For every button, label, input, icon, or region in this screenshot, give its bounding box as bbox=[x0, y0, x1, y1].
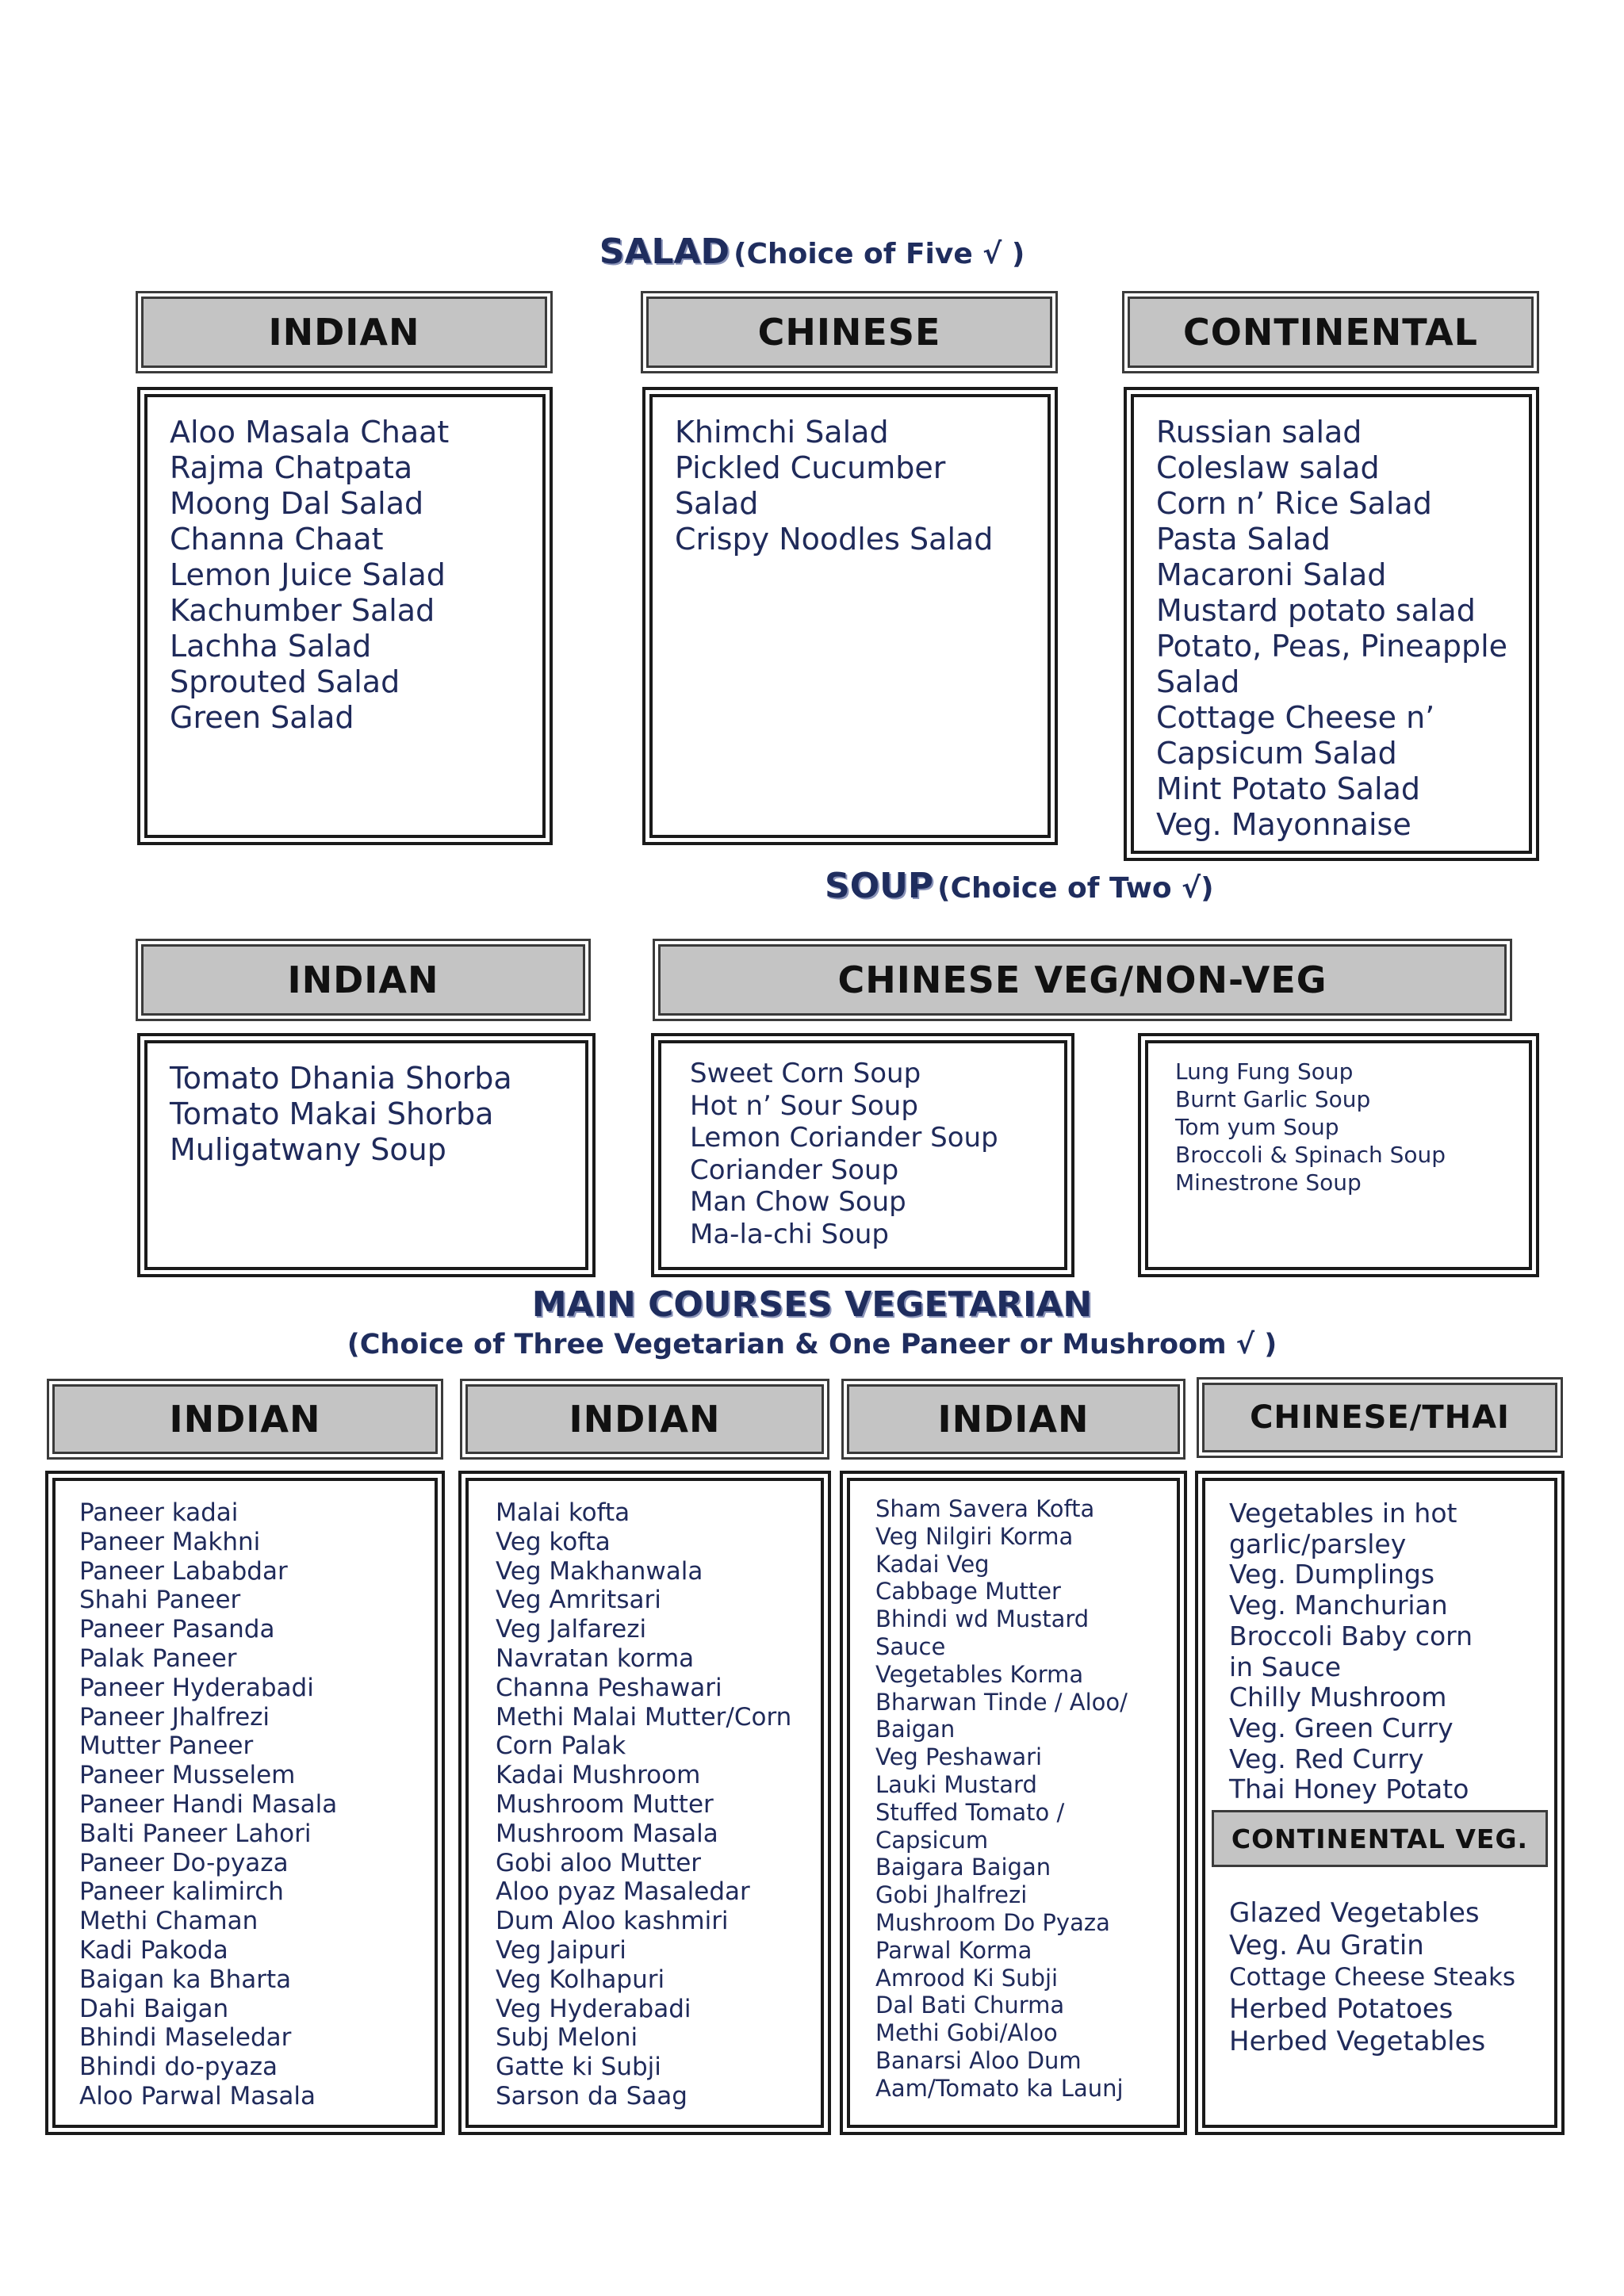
list-item: Dahi Baigan bbox=[79, 1994, 229, 2023]
salad-indian-box bbox=[144, 394, 546, 838]
list-item: Sham Savera Kofta bbox=[875, 1495, 1095, 1522]
list-item: Methi Chaman bbox=[79, 1907, 259, 1936]
soup-choice: (Choice of Two √) bbox=[937, 872, 1214, 905]
list-item: Mushroom Mutter bbox=[496, 1789, 714, 1819]
list-item: Paneer Jhalfrezi bbox=[79, 1702, 270, 1732]
salad-header-chinese: CHINESE bbox=[646, 297, 1052, 368]
list-item: Sprouted Salad bbox=[170, 664, 400, 699]
list-item: Macaroni Salad bbox=[1156, 557, 1387, 592]
list-item: Veg. Red Curry bbox=[1229, 1743, 1424, 1774]
list-item: Paneer Pasanda bbox=[79, 1615, 275, 1644]
list-item: Banarsi Aloo Dum bbox=[875, 2046, 1082, 2074]
list-item: Thai Honey Potato bbox=[1229, 1774, 1469, 1805]
list-item: Cottage Cheese Steaks bbox=[1229, 1963, 1516, 1992]
list-item: Baigan ka Bharta bbox=[79, 1965, 292, 1994]
list-item: Pickled Cucumber bbox=[675, 450, 946, 485]
soup-title: SOUP bbox=[825, 866, 934, 906]
list-item: Paneer kalimirch bbox=[79, 1877, 284, 1907]
list-item: Hot n’ Sour Soup bbox=[690, 1089, 918, 1122]
salad-chinese-list bbox=[675, 415, 1048, 557]
soup-chinese-list-2 bbox=[1175, 1058, 1529, 1196]
list-item: garlic/parsley bbox=[1229, 1528, 1407, 1559]
list-item: Russian salad bbox=[1156, 415, 1362, 450]
list-item: Lauki Mustard bbox=[875, 1770, 1037, 1798]
soup-indian-list bbox=[170, 1061, 585, 1168]
list-item: Paneer Makhni bbox=[79, 1527, 261, 1556]
salad-continental-list bbox=[1156, 415, 1529, 843]
list-item: Herbed Vegetables bbox=[1229, 2026, 1486, 2057]
list-item: Navratan korma bbox=[496, 1644, 695, 1673]
list-item: Baigan bbox=[875, 1716, 956, 1743]
list-item: Lung Fung Soup bbox=[1175, 1058, 1354, 1085]
soup-header-indian: INDIAN bbox=[141, 944, 585, 1016]
list-item: Paneer Musselem bbox=[79, 1761, 296, 1790]
list-item: Baigara Baigan bbox=[875, 1854, 1051, 1881]
list-item: Glazed Vegetables bbox=[1229, 1897, 1480, 1929]
list-item: Khimchi Salad bbox=[675, 415, 889, 450]
list-item: Cottage Cheese n’ bbox=[1156, 700, 1435, 735]
list-item: Mustard potato salad bbox=[1156, 593, 1476, 628]
salad-choice: (Choice of Five √ ) bbox=[733, 238, 1025, 270]
list-item: Paneer Lababdar bbox=[79, 1556, 288, 1586]
list-item: Salad bbox=[675, 486, 759, 521]
list-item: Minestrone Soup bbox=[1175, 1169, 1362, 1196]
list-item: Amrood Ki Subji bbox=[875, 1964, 1059, 1992]
list-item: Aloo pyaz Masaledar bbox=[496, 1877, 750, 1907]
list-item: Mushroom Do Pyaza bbox=[875, 1908, 1110, 1936]
main-indian-list-3 bbox=[875, 1495, 1177, 2103]
list-item: Crispy Noodles Salad bbox=[675, 522, 994, 557]
list-item: Methi Malai Mutter/Corn bbox=[496, 1702, 792, 1732]
soup-section-title bbox=[825, 866, 1269, 906]
list-item: Paneer kadai bbox=[79, 1498, 239, 1527]
continental-veg-items bbox=[1229, 1897, 1515, 2058]
list-item: Dum Aloo kashmiri bbox=[496, 1907, 729, 1936]
list-item: Cabbage Mutter bbox=[875, 1578, 1061, 1605]
soup-indian-box bbox=[144, 1040, 588, 1270]
list-item: Gobi Jhalfrezi bbox=[875, 1881, 1028, 1909]
main-header-indian-2: INDIAN bbox=[465, 1384, 824, 1454]
list-item: Palak Paneer bbox=[79, 1644, 237, 1673]
list-item: Gatte ki Subji bbox=[496, 2053, 661, 2082]
salad-section-title bbox=[0, 232, 1624, 272]
list-item: Veg Hyderabadi bbox=[496, 1994, 691, 2023]
soup-chinese-box-2 bbox=[1145, 1040, 1532, 1270]
main-indian-box-1 bbox=[52, 1478, 438, 2128]
list-item: Dal Bati Churma bbox=[875, 1992, 1065, 2019]
list-item: Mushroom Masala bbox=[496, 1819, 718, 1848]
list-item: Parwal Korma bbox=[875, 1936, 1032, 1964]
list-item: Veg Jalfarezi bbox=[496, 1615, 647, 1644]
list-item: Rajma Chatpata bbox=[170, 450, 413, 485]
salad-title: SALAD bbox=[599, 232, 730, 272]
list-item: Veg kofta bbox=[496, 1527, 611, 1556]
list-item: Paneer Do-pyaza bbox=[79, 1848, 289, 1877]
list-item: Herbed Potatoes bbox=[1229, 1993, 1454, 2025]
list-item: Veg. Manchurian bbox=[1229, 1590, 1448, 1621]
list-item: Muligatwany Soup bbox=[170, 1132, 446, 1167]
main-choice: (Choice of Three Vegetarian & One Paneer or Mushroom √ ) bbox=[347, 1329, 1277, 1360]
list-item: Bhindi do-pyaza bbox=[79, 2053, 278, 2082]
list-item: Veg. Green Curry bbox=[1229, 1712, 1454, 1743]
list-item: Mint Potato Salad bbox=[1156, 771, 1421, 806]
list-item: Subj Meloni bbox=[496, 2023, 638, 2053]
list-item: Balti Paneer Lahori bbox=[79, 1819, 312, 1848]
list-item: Veg. Mayonnaise bbox=[1156, 807, 1411, 842]
list-item: Vegetables Korma bbox=[875, 1660, 1084, 1688]
main-indian-list-2 bbox=[496, 1498, 821, 2111]
list-item: Aloo Parwal Masala bbox=[79, 2081, 316, 2110]
main-indian-list-1 bbox=[79, 1498, 435, 2111]
list-item: Potato, Peas, Pineapple bbox=[1156, 629, 1508, 664]
soup-chinese-list-1 bbox=[690, 1058, 1064, 1250]
main-header-indian-1: INDIAN bbox=[52, 1384, 438, 1454]
list-item: Tomato Makai Shorba bbox=[170, 1096, 494, 1131]
list-item: Vegetables in hot bbox=[1229, 1498, 1457, 1529]
list-item: Kadai Veg bbox=[875, 1550, 990, 1578]
list-item: Moong Dal Salad bbox=[170, 486, 424, 521]
list-item: Kadai Mushroom bbox=[496, 1761, 701, 1790]
list-item: Coleslaw salad bbox=[1156, 450, 1380, 485]
list-item: Paneer Handi Masala bbox=[79, 1789, 338, 1819]
list-item: Lemon Juice Salad bbox=[170, 557, 446, 592]
list-item: Lemon Coriander Soup bbox=[690, 1122, 998, 1154]
list-item: Mutter Paneer bbox=[79, 1732, 254, 1761]
list-item: Coriander Soup bbox=[690, 1154, 899, 1186]
list-item: Broccoli Baby corn bbox=[1229, 1620, 1473, 1651]
list-item: Bhindi wd Mustard bbox=[875, 1605, 1090, 1633]
main-indian-box-2 bbox=[465, 1478, 824, 2128]
list-item: Channa Chaat bbox=[170, 522, 384, 557]
list-item: Veg Peshawari bbox=[875, 1743, 1043, 1771]
list-item: Kadi Pakoda bbox=[79, 1935, 228, 1965]
list-item: Sweet Corn Soup bbox=[690, 1058, 921, 1089]
main-indian-box-3 bbox=[847, 1478, 1180, 2128]
list-item: Sauce bbox=[875, 1632, 946, 1660]
list-item: Corn n’ Rice Salad bbox=[1156, 486, 1432, 521]
list-item: Ma-la-chi Soup bbox=[690, 1218, 889, 1250]
list-item: Aloo Masala Chaat bbox=[170, 415, 450, 450]
list-item: Chilly Mushroom bbox=[1229, 1682, 1447, 1713]
list-item: Corn Palak bbox=[496, 1732, 626, 1761]
list-item: Burnt Garlic Soup bbox=[1175, 1086, 1371, 1112]
main-header-indian-3: INDIAN bbox=[847, 1384, 1180, 1454]
list-item: Veg Makhanwala bbox=[496, 1556, 703, 1586]
list-item: Veg Jaipuri bbox=[496, 1935, 626, 1965]
list-item: Kachumber Salad bbox=[170, 593, 435, 628]
salad-continental-box bbox=[1131, 394, 1532, 854]
salad-chinese-box bbox=[649, 394, 1051, 838]
list-item: Man Chow Soup bbox=[690, 1186, 906, 1218]
list-item: Malai kofta bbox=[496, 1498, 630, 1527]
list-item: Shahi Paneer bbox=[79, 1586, 241, 1615]
list-item: Veg Nilgiri Korma bbox=[875, 1522, 1074, 1550]
list-item: Lachha Salad bbox=[170, 629, 372, 664]
list-item: Aam/Tomato ka Launj bbox=[875, 2074, 1124, 2102]
soup-chinese-box-1 bbox=[658, 1040, 1067, 1270]
list-item: Capsicum bbox=[875, 1826, 989, 1854]
main-section-title: MAIN COURSES VEGETARIAN bbox=[531, 1284, 1093, 1325]
list-item: Green Salad bbox=[170, 700, 354, 735]
list-item: Salad bbox=[1156, 664, 1240, 699]
salad-header-continental: CONTINENTAL bbox=[1128, 297, 1534, 368]
salad-header-indian: INDIAN bbox=[141, 297, 547, 368]
list-item: Methi Gobi/Aloo bbox=[875, 2019, 1058, 2047]
list-item: Gobi aloo Mutter bbox=[496, 1848, 702, 1877]
list-item: Veg. Au Gratin bbox=[1229, 1930, 1424, 1961]
list-item: Veg. Dumplings bbox=[1229, 1559, 1435, 1590]
list-item: Veg Amritsari bbox=[496, 1586, 661, 1615]
list-item: Broccoli & Spinach Soup bbox=[1175, 1142, 1446, 1168]
list-item: Capsicum Salad bbox=[1156, 736, 1397, 771]
list-item: Sarson da Saag bbox=[496, 2081, 688, 2110]
continental-veg-header: CONTINENTAL VEG. bbox=[1212, 1810, 1548, 1867]
list-item: Bharwan Tinde / Aloo/ bbox=[875, 1688, 1128, 1716]
main-chinese-thai-list bbox=[1229, 1498, 1554, 1805]
main-header-chinese-thai: CHINESE/THAI bbox=[1202, 1383, 1557, 1452]
list-item: Tom yum Soup bbox=[1175, 1114, 1339, 1140]
list-item: Bhindi Maseledar bbox=[79, 2023, 292, 2053]
list-item: Paneer Hyderabadi bbox=[79, 1673, 314, 1702]
continental-veg-list bbox=[1229, 1897, 1515, 2058]
salad-indian-list bbox=[170, 415, 542, 736]
soup-header-chinese: CHINESE VEG/NON-VEG bbox=[658, 944, 1507, 1016]
list-item: Channa Peshawari bbox=[496, 1673, 722, 1702]
list-item: Veg Kolhapuri bbox=[496, 1965, 665, 1994]
list-item: Stuffed Tomato / bbox=[875, 1798, 1065, 1826]
list-item: in Sauce bbox=[1229, 1651, 1342, 1682]
list-item: Tomato Dhania Shorba bbox=[170, 1061, 512, 1096]
list-item: Pasta Salad bbox=[1156, 522, 1331, 557]
